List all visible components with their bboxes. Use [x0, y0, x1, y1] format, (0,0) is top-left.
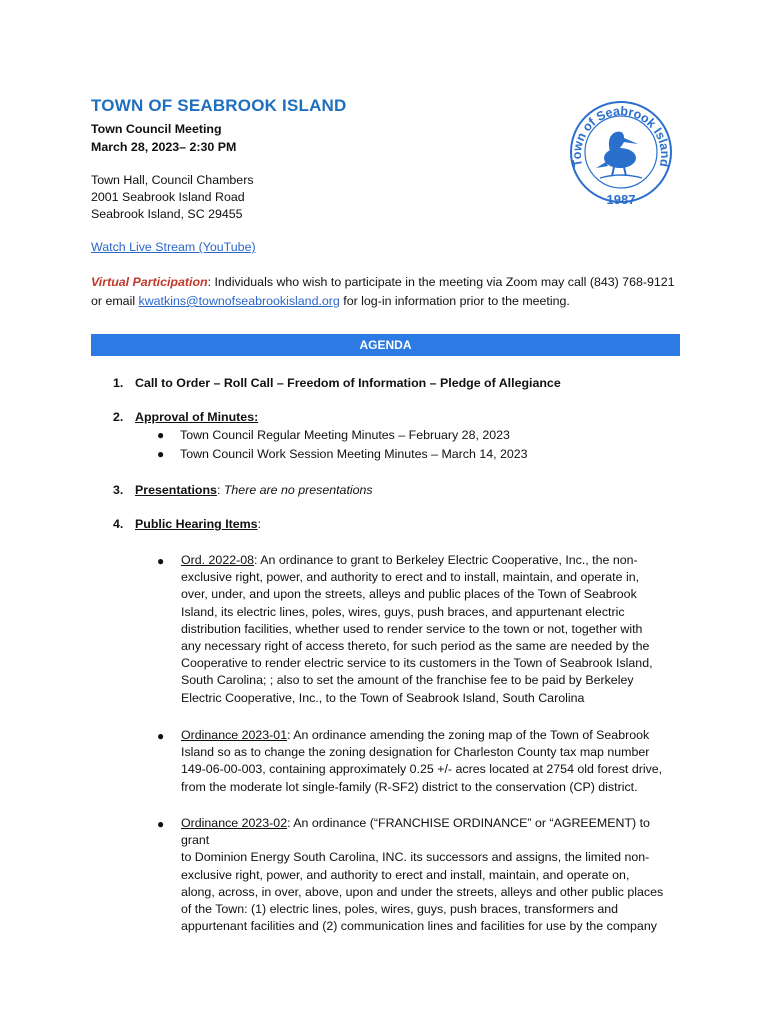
virtual-participation-note: [91, 273, 681, 311]
ordinance-text-line: to Dominion Energy South Carolina, INC. its successors and assigns, the limited non-: [181, 850, 650, 865]
ordinance-entry: [181, 727, 681, 796]
virtual-participation-label: Virtual Participation: [91, 275, 208, 289]
ordinance-ref: Ordinance 2023-01: [181, 728, 288, 742]
bullet: ●: [157, 554, 165, 568]
agenda-item-2: [91, 408, 258, 426]
meeting-info: [91, 120, 236, 156]
ordinance-text-line: : An ordinance amending the zoning map of the Town of Seabrook: [287, 728, 650, 742]
ordinance-text-line: any necessary right of access thereto, for such period as the same are needed by the: [181, 639, 650, 654]
address-line: Town Hall, Council Chambers: [91, 173, 254, 187]
minutes-item: Town Council Regular Meeting Minutes – February 28, 2023: [180, 428, 510, 442]
meeting-datetime: March 28, 2023– 2:30 PM: [91, 140, 237, 154]
item-note: There are no presentations: [223, 483, 373, 497]
ordinance-text-line: South Carolina; ; also to set the amount of the franchise fee to be paid by Berkeley: [181, 673, 634, 688]
page-title: TOWN OF SEABROOK ISLAND: [91, 96, 347, 115]
ordinance-text-line: Cooperative to render electric service to its customers in the Town of Seabrook Island,: [181, 656, 653, 671]
email-link[interactable]: kwatkins@townofseabrookisland.org: [138, 294, 340, 308]
ordinance-text-line: from the moderate lot single-family (R-SF2) district to the conservation (CP) district.: [181, 779, 638, 794]
virtual-text: : Individuals who wish to participate in the meeting via Zoom may call (843) 768-9121 or email: [91, 275, 675, 308]
ordinance-text-line: Electric Cooperative, Inc., to the Town of Seabrook Island, South Carolina: [181, 690, 585, 705]
bullet: ●: [157, 729, 165, 743]
minutes-item: Town Council Work Session Meeting Minutes – March 14, 2023: [180, 447, 528, 461]
ordinance-text-line: : An ordinance to grant to Berkeley Electric Cooperative, Inc., the non-: [254, 553, 638, 567]
address-line: 2001 Seabrook Island Road: [91, 190, 245, 204]
ordinance-text-line: 149-06-00-003, containing approximately 0.25 +/- acres located at 2754 old forest drive,: [181, 762, 663, 777]
agenda-item-3: 3. Presentations: There are no presentations: [91, 481, 373, 499]
item-number: 4.: [113, 517, 124, 531]
logo-year: 1987: [606, 192, 636, 207]
address-line: Seabrook Island, SC 29455: [91, 207, 243, 221]
ordinance-text-line: Island, its electric lines, poles, wires, guys, push braces, and appurtenant electric: [181, 604, 625, 619]
agenda-item-4: 4. Public Hearing Items:: [91, 515, 261, 533]
ordinance-text-line: exclusive right, power, and authority to erect and install, maintain, and operate on,: [181, 867, 630, 882]
item-number: 2.: [113, 410, 124, 424]
ordinance-text-line: distribution facilities, whether used to render service to the town or not, together with: [181, 621, 643, 636]
ordinance-text-line: of the Town: (1) electric lines, poles, wires, guys, push braces, transformers and: [181, 902, 619, 917]
bullet: ●: [157, 817, 165, 831]
pelican-icon: [596, 132, 642, 178]
item-number: 1.: [113, 376, 124, 390]
ordinance-text-line: along, across, in over, above, upon and under the streets, alleys and other public places: [181, 884, 664, 899]
ordinance-text-line: exclusive right, power, and authority to erect and to install, maintain, and operate in,: [181, 570, 640, 585]
meeting-name: Town Council Meeting: [91, 122, 222, 136]
ordinance-text-line: : An ordinance (“FRANCHISE ORDINANCE” or “AGREEMENT) to grant: [181, 816, 650, 848]
ordinance-text-line: appurtenant facilities and (2) communication lines and facilities for use by the company: [181, 919, 657, 934]
item-title: Call to Order – Roll Call – Freedom of Information – Pledge of Allegiance: [135, 376, 561, 390]
ordinance-ref: Ord. 2022-08: [181, 553, 255, 567]
ordinance-ref: Ordinance 2023-02: [181, 816, 288, 830]
ordinance-text-line: over, under, and upon the streets, alleys and public places of the Town of Seabrook: [181, 587, 637, 602]
item-title: Approval of Minutes:: [135, 410, 259, 424]
ordinance-entry: [181, 552, 681, 707]
ordinance-entry: [181, 815, 681, 935]
bullet: ●: [157, 428, 165, 442]
item-number: 3.: [113, 483, 124, 497]
virtual-text-end: for log-in information prior to the meeting.: [339, 294, 570, 308]
agenda-item-1: [91, 374, 561, 392]
bullet: ●: [157, 447, 165, 461]
logo-arc-text: Town of Seabrook Island: [569, 103, 673, 169]
item-title: Public Hearing Items: [135, 517, 258, 531]
meeting-address: [91, 172, 254, 223]
item-title: Presentations: [135, 483, 217, 497]
agenda-heading: AGENDA: [91, 334, 680, 356]
ordinance-text-line: Island so as to change the zoning designation for Charleston County tax map number: [181, 745, 650, 760]
livestream-link[interactable]: Watch Live Stream (YouTube): [91, 240, 256, 254]
town-seal-logo: [566, 92, 676, 212]
